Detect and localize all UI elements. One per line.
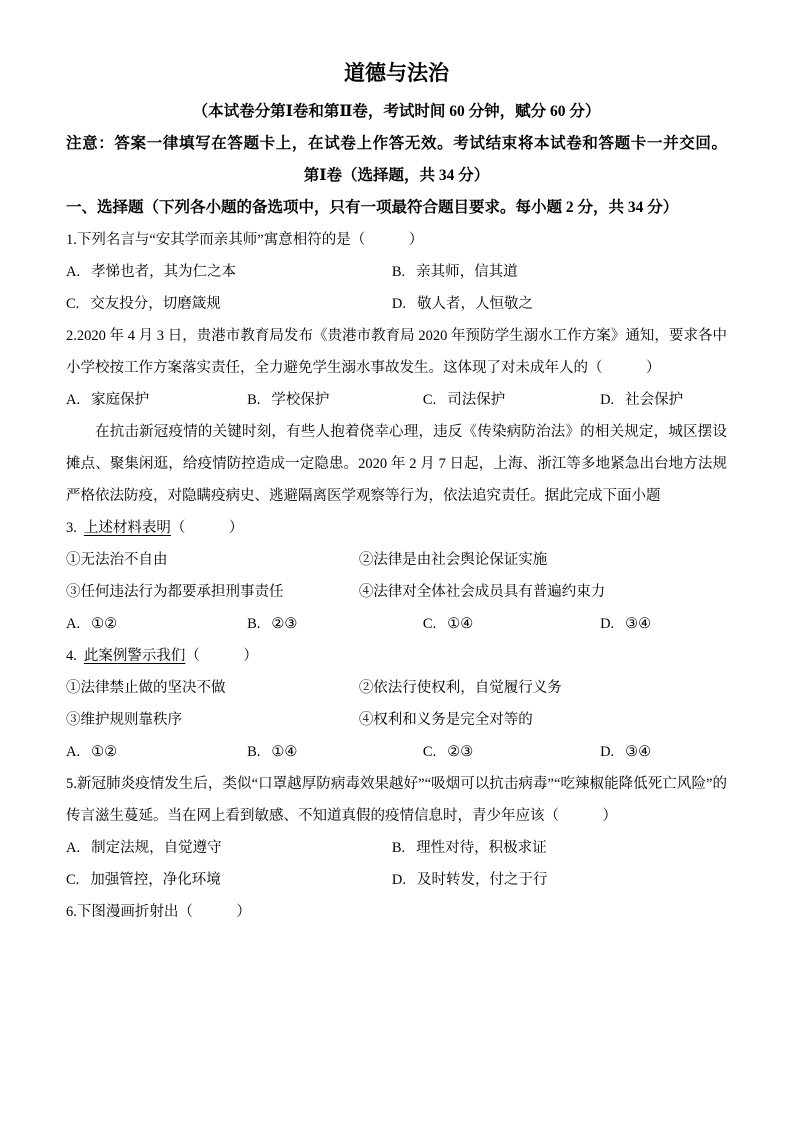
option-a	[66, 256, 392, 288]
question-3-statements	[66, 544, 727, 608]
question-3-stem-text: 上述材料表明	[83, 520, 171, 536]
option-label: B.	[391, 264, 406, 280]
option-text: ③④	[625, 744, 652, 760]
option-label: B.	[391, 840, 406, 856]
exam-subtitle: （本试卷分第Ⅰ卷和第Ⅱ卷，考试时间 60 分钟，赋分 60 分）	[192, 103, 601, 120]
option-label: B.	[247, 616, 261, 632]
question-3-options	[66, 608, 727, 640]
option-d	[392, 864, 727, 896]
option-label: A.	[66, 616, 81, 632]
question-5-options	[66, 832, 727, 896]
question-1	[66, 224, 727, 320]
option-a	[66, 832, 392, 864]
option-label: B.	[247, 392, 261, 408]
option-label: D.	[600, 616, 615, 632]
option-text: ②③	[447, 744, 474, 760]
statement-2: ②法律是由社会舆论保证实施	[358, 552, 548, 568]
option-label: C.	[422, 392, 437, 408]
question-4	[66, 640, 727, 768]
question-3	[66, 512, 727, 640]
question-5-stem: 5.新冠肺炎疫情发生后，类似“口罩越厚防病毒效果越好”“吸烟可以抗击病毒”“吃辣椒能降低死亡风险”的传言滋生蔓延。当在网上看到敏感、不知道真假的疫情信息时，青少年应该（ ）	[66, 776, 727, 824]
option-label: A.	[66, 392, 81, 408]
option-b	[392, 256, 727, 288]
option-d	[600, 384, 727, 416]
option-text: 制定法规，自觉遵守	[91, 840, 222, 856]
question-6	[66, 896, 727, 928]
option-a	[66, 608, 247, 640]
material-passage: 在抗击新冠疫情的关键时刻，有些人抱着侥幸心理，违反《传染病防治法》的相关规定，城区摆设摊点、聚集闲逛，给疫情防控造成一定隐患。2020 年 2 月 7 日起，上海、浙江等多地紧急出台地方法规严格依法防疫，对隐瞒疫病史、逃避隔离医学观察等行为，依法追究责任。据此完成下面小题	[66, 424, 727, 504]
option-text: 理性对待，积极求证	[416, 840, 547, 856]
question-2	[66, 320, 727, 416]
question-number: 3.	[66, 520, 77, 536]
statement-3: ③维护规则靠秩序	[66, 712, 182, 728]
option-d	[600, 608, 727, 640]
question-4-stem	[66, 640, 727, 672]
question-6-stem: 6.下图漫画折射出（ ）	[66, 904, 251, 920]
statement-1: ①法律禁止做的坚决不做	[66, 680, 226, 696]
question-2-options	[66, 384, 727, 416]
option-text: 家庭保护	[91, 392, 150, 408]
question-4-stem-brackets: （ ）	[185, 648, 258, 664]
option-b	[247, 384, 423, 416]
question-4-stem-text: 此案例警示我们	[83, 648, 186, 664]
section1-heading: 一、选择题（下列各小题的备选项中，只有一项最符合题目要求。每小题 2 分，共 34 分）	[66, 199, 679, 216]
statement-4: ④权利和义务是完全对等的	[358, 712, 533, 728]
question-1-options	[66, 256, 727, 320]
option-text: 孝悌也者，其为仁之本	[91, 264, 237, 280]
option-label: D.	[600, 744, 615, 760]
statement-1: ①无法治不自由	[66, 552, 168, 568]
option-b	[247, 608, 423, 640]
question-3-stem	[66, 512, 727, 544]
option-text: 司法保护	[447, 392, 506, 408]
option-a	[66, 384, 247, 416]
statement-4: ④法律对全体社会成员具有普遍约束力	[358, 584, 606, 600]
option-label: A.	[66, 840, 81, 856]
option-text: 交友投分，切磨箴规	[90, 296, 221, 312]
option-d	[600, 736, 727, 768]
statement-3: ③任何违法行为都要承担刑事责任	[66, 584, 284, 600]
option-text: ②③	[271, 616, 298, 632]
exam-notice: 注意：答案一律填写在答题卡上，在试卷上作答无效。考试结束将本试卷和答题卡一并交回。	[66, 135, 727, 152]
page-title: 道德与法治	[344, 61, 449, 85]
option-c	[66, 864, 392, 896]
option-text: 学校保护	[271, 392, 330, 408]
option-a	[66, 736, 247, 768]
question-number: 4.	[66, 648, 77, 664]
option-text: 敬人者，人恒敬之	[416, 296, 533, 312]
question-2-stem: 2.2020 年 4 月 3 日，贵港市教育局发布《贵港市教育局 2020 年预防学生溺水工作方案》通知，要求各中小学校按工作方案落实责任，全力避免学生溺水事故发生。这体现了对未成年人的（ ）	[66, 328, 727, 376]
option-b	[247, 736, 423, 768]
option-text: ①④	[271, 744, 298, 760]
option-text: 及时转发，付之于行	[416, 872, 548, 888]
option-label: A.	[66, 264, 81, 280]
option-label: D.	[391, 872, 406, 888]
option-c	[66, 288, 392, 320]
option-text: 社会保护	[625, 392, 684, 408]
option-label: C.	[422, 744, 437, 760]
question-1-stem: 1.下列名言与“安其学而亲其师”寓意相符的是（ ）	[66, 232, 424, 248]
statement-2: ②依法行使权利，自觉履行义务	[358, 680, 562, 696]
question-5	[66, 768, 727, 896]
option-label: C.	[422, 616, 437, 632]
option-text: 加强管控，净化环境	[90, 872, 221, 888]
option-text: ①④	[447, 616, 474, 632]
option-label: B.	[247, 744, 261, 760]
option-text: ①②	[91, 744, 118, 760]
option-c	[423, 608, 600, 640]
option-c	[423, 736, 600, 768]
option-label: D.	[600, 392, 615, 408]
option-text: ①②	[91, 616, 118, 632]
option-d	[392, 288, 727, 320]
option-label: C.	[66, 296, 80, 312]
option-label: D.	[391, 296, 406, 312]
part1-heading: 第Ⅰ卷（选择题，共 34 分）	[303, 167, 490, 184]
option-text: ③④	[625, 616, 652, 632]
question-4-options	[66, 736, 727, 768]
option-c	[423, 384, 600, 416]
option-text: 亲其师，信其道	[416, 264, 518, 280]
option-label: A.	[66, 744, 81, 760]
question-3-stem-brackets: （ ）	[170, 520, 244, 536]
option-b	[392, 832, 727, 864]
option-label: C.	[66, 872, 80, 888]
question-4-statements	[66, 672, 727, 736]
